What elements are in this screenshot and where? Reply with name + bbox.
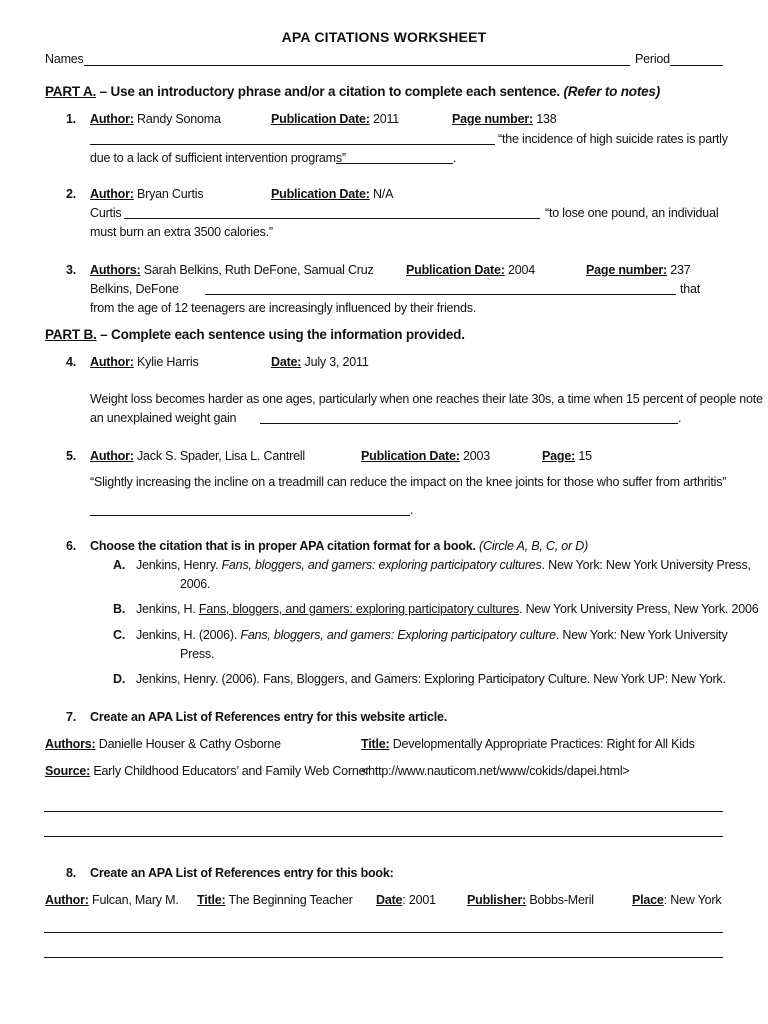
q6-option-a-letter[interactable]: A. xyxy=(113,558,126,572)
part-a-instruction: – Use an introductory phrase and/or a citation to complete each sentence. xyxy=(96,84,564,99)
part-a-label: PART A. xyxy=(45,84,97,99)
q3-number: 3. xyxy=(66,263,77,277)
q8-publisher: Publisher: Bobbs-Meril xyxy=(467,893,594,907)
q7-url: <http://www.nauticom.net/www/cokids/dapei.html> xyxy=(361,764,630,778)
q2-author: Author: Bryan Curtis xyxy=(90,187,204,201)
q8-author: Author: Fulcan, Mary M. xyxy=(45,893,179,907)
q1-quote-end: due to a lack of sufficient intervention programs” xyxy=(90,151,346,165)
q3-pubdate: Publication Date: 2004 xyxy=(406,263,535,277)
q7-title: Title: Developmentally Appropriate Practices: Right for All Kids xyxy=(361,737,695,751)
q5-pubdate: Publication Date: 2003 xyxy=(361,449,490,463)
q2-quote-end: must burn an extra 3500 calories.” xyxy=(90,225,273,239)
q3-page: Page number: 237 xyxy=(586,263,691,277)
q7-source: Source: Early Childhood Educators’ and Family Web Corner xyxy=(45,764,370,778)
q7-prompt: Create an APA List of References entry for this website article. xyxy=(90,710,447,724)
q8-answer-line-2[interactable] xyxy=(44,957,723,958)
q1-quote-start: “the incidence of high suicide rates is partly xyxy=(498,132,728,146)
q6-option-a[interactable]: Jenkins, Henry. Fans, bloggers, and gamers: exploring participatory cultures. New York: New York University Press, xyxy=(136,558,751,572)
q4-number: 4. xyxy=(66,355,77,369)
q1-author: Author: Randy Sonoma xyxy=(90,112,221,126)
q3-trail: that xyxy=(680,282,701,296)
part-b-instruction: – Complete each sentence using the information provided. xyxy=(96,327,465,342)
q5-number: 5. xyxy=(66,449,77,463)
q6-option-b-letter[interactable]: B. xyxy=(113,602,126,616)
q4-answer-line[interactable] xyxy=(260,423,678,424)
q5-period: . xyxy=(410,503,414,517)
q2-quote-start: “to lose one pound, an individual xyxy=(545,206,719,220)
q1-answer-line[interactable] xyxy=(90,144,495,145)
q3-answer-line[interactable] xyxy=(205,294,676,295)
part-a-note: (Refer to notes) xyxy=(563,84,661,99)
q7-authors: Authors: Danielle Houser & Cathy Osborne xyxy=(45,737,281,751)
q1-number: 1. xyxy=(66,112,77,126)
q6-option-b[interactable]: Jenkins, H. Fans, bloggers, and gamers: exploring participatory cultures. New York University Press, New York. 2006 xyxy=(136,602,759,616)
q1-answer-line-2[interactable] xyxy=(336,163,453,164)
q8-title: Title: The Beginning Teacher xyxy=(197,893,353,907)
q2-pubdate: Publication Date: N/A xyxy=(271,187,394,201)
q3-authors: Authors: Sarah Belkins, Ruth DeFone, Samual Cruz xyxy=(90,263,374,277)
q8-number: 8. xyxy=(66,866,77,880)
q4-author: Author: Kylie Harris xyxy=(90,355,199,369)
part-b-heading xyxy=(45,327,465,342)
q3-lead: Belkins, DeFone xyxy=(90,282,179,296)
q6-number: 6. xyxy=(66,539,77,553)
names-label: Names xyxy=(45,52,84,66)
part-b-label: PART B. xyxy=(45,327,97,342)
q6-option-d-letter[interactable]: D. xyxy=(113,672,126,686)
names-input-line[interactable] xyxy=(84,65,630,66)
q5-author: Author: Jack S. Spader, Lisa L. Cantrell xyxy=(90,449,306,463)
q5-answer-line[interactable] xyxy=(90,515,410,516)
q6-option-c-letter[interactable]: C. xyxy=(113,628,126,642)
q6-option-c-cont: Press. xyxy=(180,647,215,661)
q1-period: . xyxy=(453,151,457,165)
q6-option-d[interactable]: Jenkins, Henry. (2006). Fans, Bloggers, and Gamers: Exploring Participatory Culture. New York UP: New York. xyxy=(136,672,726,686)
q1-page: Page number: 138 xyxy=(452,112,557,126)
q6-option-a-cont: 2006. xyxy=(180,577,211,591)
q5-quote: “Slightly increasing the incline on a treadmill can reduce the impact on the knee joints for those who suffer from arthritis” xyxy=(90,475,727,489)
q7-answer-line-1[interactable] xyxy=(44,811,723,812)
q7-answer-line-2[interactable] xyxy=(44,836,723,837)
q4-text1: Weight loss becomes harder as one ages, particularly when one reaches their late 30s, a time when 15 percent of people note xyxy=(90,392,763,406)
q2-number: 2. xyxy=(66,187,77,201)
q4-date: Date: July 3, 2011 xyxy=(271,355,369,369)
q4-period: . xyxy=(678,411,682,425)
q8-answer-line-1[interactable] xyxy=(44,932,723,933)
q8-prompt: Create an APA List of References entry for this book: xyxy=(90,866,394,880)
period-label: Period xyxy=(635,52,670,66)
q7-number: 7. xyxy=(66,710,77,724)
q5-page: Page: 15 xyxy=(542,449,592,463)
page-title: APA CITATIONS WORKSHEET xyxy=(281,29,487,45)
q2-lead: Curtis xyxy=(90,206,122,220)
q8-date: Date: 2001 xyxy=(376,893,436,907)
q6-option-c[interactable]: Jenkins, H. (2006). Fans, bloggers, and gamers: Exploring participatory culture. New York: New York University xyxy=(136,628,728,642)
q1-pubdate: Publication Date: 2011 xyxy=(271,112,400,126)
q2-answer-line[interactable] xyxy=(124,218,540,219)
period-input-line[interactable] xyxy=(670,65,723,66)
part-a-heading xyxy=(45,84,660,99)
q6-prompt: Choose the citation that is in proper APA citation format for a book. (Circle A, B, C, or D) xyxy=(90,539,589,553)
q8-place: Place: New York xyxy=(632,893,722,907)
q4-text2: an unexplained weight gain xyxy=(90,411,237,425)
q3-line2: from the age of 12 teenagers are increasingly influenced by their friends. xyxy=(90,301,477,315)
